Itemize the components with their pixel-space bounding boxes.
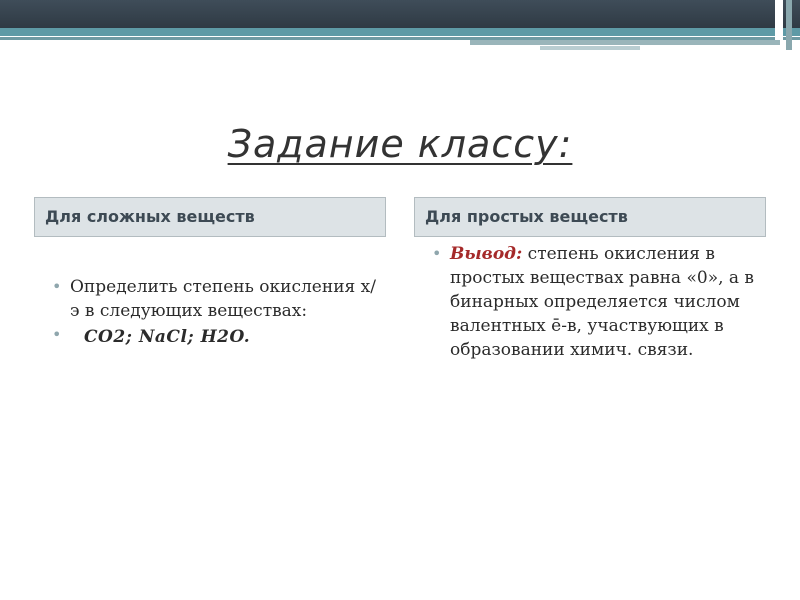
decor-accent-line-2: [540, 46, 640, 50]
formulas-text: CO2; NaCl; H2O.: [84, 327, 251, 347]
conclusion-label: Вывод:: [450, 244, 523, 264]
decor-accent-line: [470, 40, 780, 45]
list-item-task: • Определить степень окисления х/э в следующих веществах:: [52, 275, 382, 323]
left-column-header: Для сложных веществ: [34, 197, 386, 237]
right-column-header: Для простых веществ: [414, 197, 766, 237]
top-decor-teal-band: [0, 28, 800, 36]
top-decor-bar: [0, 0, 800, 28]
left-column-list: [52, 275, 382, 349]
decor-accent-stripe-2: [786, 0, 792, 50]
list-item-formulas: [52, 323, 382, 349]
conclusion-text: степень окисления в простых веществах равна «0», а в бинарных определяется числом валентных ē-в, участвующих в образовании химич. связи.: [450, 244, 755, 360]
slide-title: Задание классу:: [227, 122, 573, 166]
right-column-list: [432, 242, 772, 362]
list-item-conclusion: [432, 242, 772, 362]
